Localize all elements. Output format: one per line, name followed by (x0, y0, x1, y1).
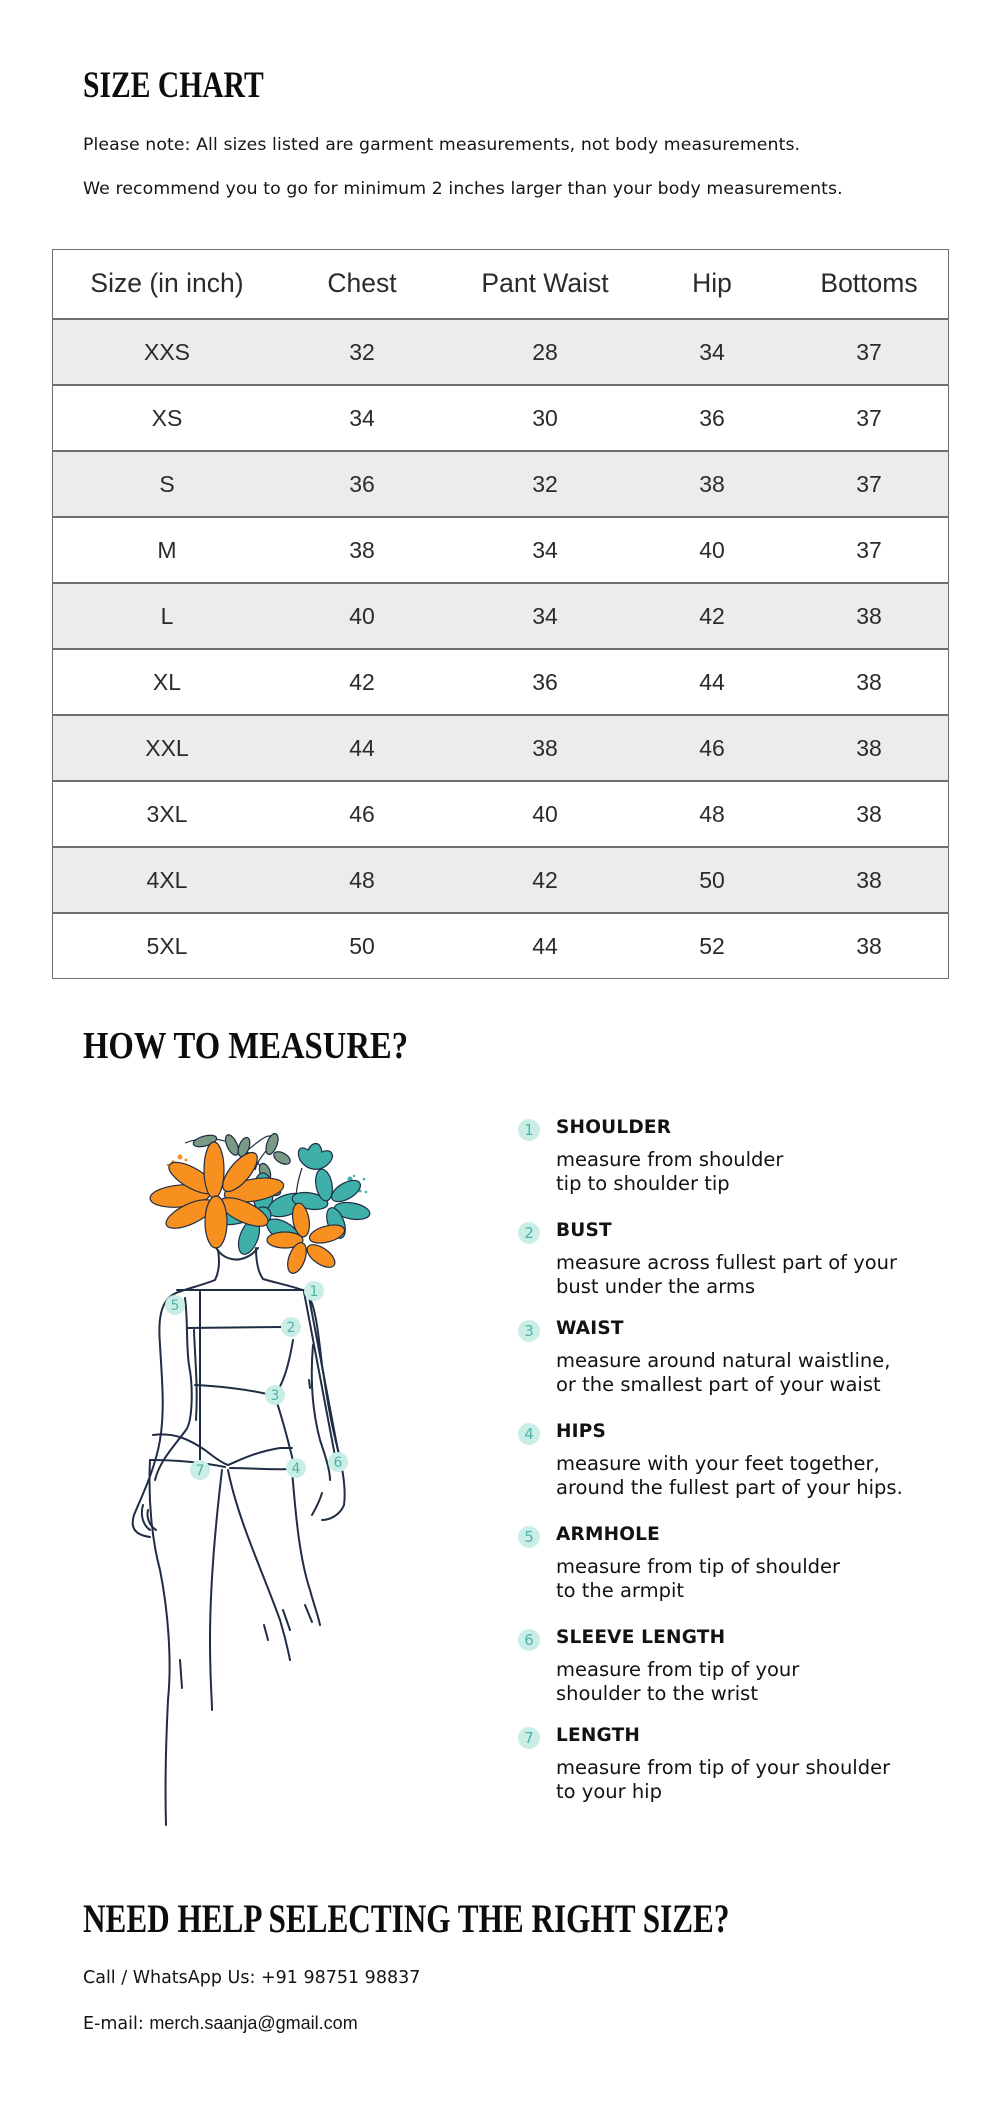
cell-chest: 48 (349, 866, 375, 893)
measure-description: measure from tip of your shoulder to the wrist (556, 1658, 800, 1705)
cell-pant-waist: 40 (532, 800, 558, 827)
table-row (53, 516, 948, 582)
cell-pant-waist: 34 (532, 536, 558, 563)
cell-size: S (159, 470, 175, 497)
marker-7-icon (190, 1460, 210, 1480)
svg-text:6: 6 (333, 1455, 343, 1471)
column-header-chest: Chest (327, 267, 397, 298)
measure-description: measure around natural waistline, or the smallest part of your waist (556, 1349, 891, 1396)
measure-title: SLEEVE LENGTH (556, 1627, 726, 1648)
number-badge-icon: 1 (518, 1119, 540, 1141)
cell-chest: 46 (349, 800, 375, 827)
cell-size: 5XL (146, 932, 188, 959)
measure-description: measure from shoulder tip to shoulder tip (556, 1148, 784, 1195)
cell-bottoms: 38 (856, 668, 882, 695)
dress-form-figure-with-flowers-icon (100, 1130, 400, 1830)
cell-size: L (160, 602, 174, 629)
cell-hip: 42 (699, 602, 725, 629)
cell-pant-waist: 38 (532, 734, 558, 761)
phone-number-link[interactable]: +91 98751 98837 (260, 1968, 421, 1988)
cell-bottoms: 38 (856, 734, 882, 761)
marker-3-icon (265, 1385, 285, 1405)
number-badge-icon: 3 (518, 1320, 540, 1342)
marker-5-icon (165, 1295, 185, 1315)
measure-title: LENGTH (556, 1725, 641, 1746)
cell-bottoms: 37 (856, 470, 882, 497)
email-link[interactable]: merch.saanja@gmail.com (149, 2013, 358, 2033)
cell-bottoms: 37 (856, 404, 882, 431)
measure-description: measure across fullest part of your bust under the arms (556, 1251, 898, 1298)
cell-pant-waist: 32 (532, 470, 558, 497)
table-row (53, 912, 948, 978)
measure-title: SHOULDER (556, 1117, 672, 1138)
measure-title: WAIST (556, 1318, 624, 1339)
call-label: Call / WhatsApp Us: (83, 1968, 256, 1988)
cell-hip: 52 (699, 932, 725, 959)
table-row (53, 318, 948, 384)
cell-bottoms: 38 (856, 866, 882, 893)
measure-description: measure from tip of shoulder to the armpit (556, 1555, 841, 1602)
table-row (53, 780, 948, 846)
number-badge-icon: 7 (518, 1727, 540, 1749)
cell-hip: 36 (699, 404, 725, 431)
marker-4-icon (286, 1458, 306, 1478)
measure-title: ARMHOLE (556, 1524, 661, 1545)
note-size-recommendation: We recommend you to go for minimum 2 inches larger than your body measurements. (83, 179, 843, 199)
measure-description: measure with your feet together, around the fullest part of your hips. (556, 1452, 903, 1499)
cell-size: 3XL (146, 800, 188, 827)
cell-bottoms: 37 (856, 536, 882, 563)
size-chart-table (52, 249, 949, 979)
svg-text:5: 5 (170, 1298, 180, 1314)
number-badge-icon: 5 (518, 1526, 540, 1548)
cell-chest: 42 (349, 668, 375, 695)
marker-1-icon (304, 1281, 324, 1301)
how-to-measure-title: HOW TO MEASURE? (83, 1025, 409, 1067)
table-row (53, 582, 948, 648)
number-badge-icon: 4 (518, 1423, 540, 1445)
svg-text:7: 7 (195, 1463, 205, 1479)
table-row (53, 714, 948, 780)
table-row (53, 846, 948, 912)
email-label: E-mail: (83, 2014, 144, 2034)
cell-bottoms: 38 (856, 800, 882, 827)
cell-pant-waist: 34 (532, 602, 558, 629)
svg-text:3: 3 (270, 1388, 280, 1404)
note-garment-measurements: Please note: All sizes listed are garment measurements, not body measurements. (83, 135, 801, 155)
page-title: SIZE CHART (83, 65, 264, 106)
cell-chest: 40 (349, 602, 375, 629)
cell-bottoms: 37 (856, 338, 882, 365)
cell-hip: 40 (699, 536, 725, 563)
column-header-bottoms: Bottoms (820, 267, 918, 298)
cell-hip: 34 (699, 338, 725, 365)
cell-bottoms: 38 (856, 602, 882, 629)
cell-hip: 38 (699, 470, 725, 497)
measure-title: HIPS (556, 1421, 607, 1442)
measure-description: measure from tip of your shoulder to your hip (556, 1756, 891, 1803)
cell-chest: 50 (349, 932, 375, 959)
cell-pant-waist: 42 (532, 866, 558, 893)
marker-2-icon (281, 1317, 301, 1337)
table-row (53, 648, 948, 714)
cell-hip: 50 (699, 866, 725, 893)
contact-phone (83, 1968, 420, 1988)
help-title: NEED HELP SELECTING THE RIGHT SIZE? (83, 1896, 730, 1941)
cell-hip: 46 (699, 734, 725, 761)
column-header-size: Size (in inch) (90, 267, 244, 298)
cell-size: XL (152, 668, 182, 695)
cell-chest: 36 (349, 470, 375, 497)
table-row (53, 450, 948, 516)
cell-pant-waist: 30 (532, 404, 558, 431)
table-header-row (53, 250, 948, 318)
cell-chest: 34 (349, 404, 375, 431)
cell-pant-waist: 28 (532, 338, 558, 365)
cell-size: XXS (143, 338, 191, 365)
cell-size: 4XL (146, 866, 188, 893)
cell-pant-waist: 36 (532, 668, 558, 695)
cell-size: XS (151, 404, 183, 431)
marker-6-icon (328, 1452, 348, 1472)
number-badge-icon: 2 (518, 1222, 540, 1244)
cell-hip: 44 (699, 668, 725, 695)
measure-title: BUST (556, 1220, 612, 1241)
svg-text:2: 2 (286, 1320, 296, 1336)
column-header-pant-waist: Pant Waist (481, 267, 609, 298)
number-badge-icon: 6 (518, 1629, 540, 1651)
cell-chest: 32 (349, 338, 375, 365)
cell-pant-waist: 44 (532, 932, 558, 959)
contact-email (83, 2013, 358, 2034)
cell-chest: 44 (349, 734, 375, 761)
cell-chest: 38 (349, 536, 375, 563)
cell-hip: 48 (699, 800, 725, 827)
svg-text:1: 1 (309, 1284, 319, 1300)
cell-size: XXL (145, 734, 189, 761)
column-header-hip: Hip (692, 267, 732, 298)
svg-text:4: 4 (291, 1461, 301, 1477)
cell-bottoms: 38 (856, 932, 882, 959)
table-row (53, 384, 948, 450)
cell-size: M (157, 536, 177, 563)
